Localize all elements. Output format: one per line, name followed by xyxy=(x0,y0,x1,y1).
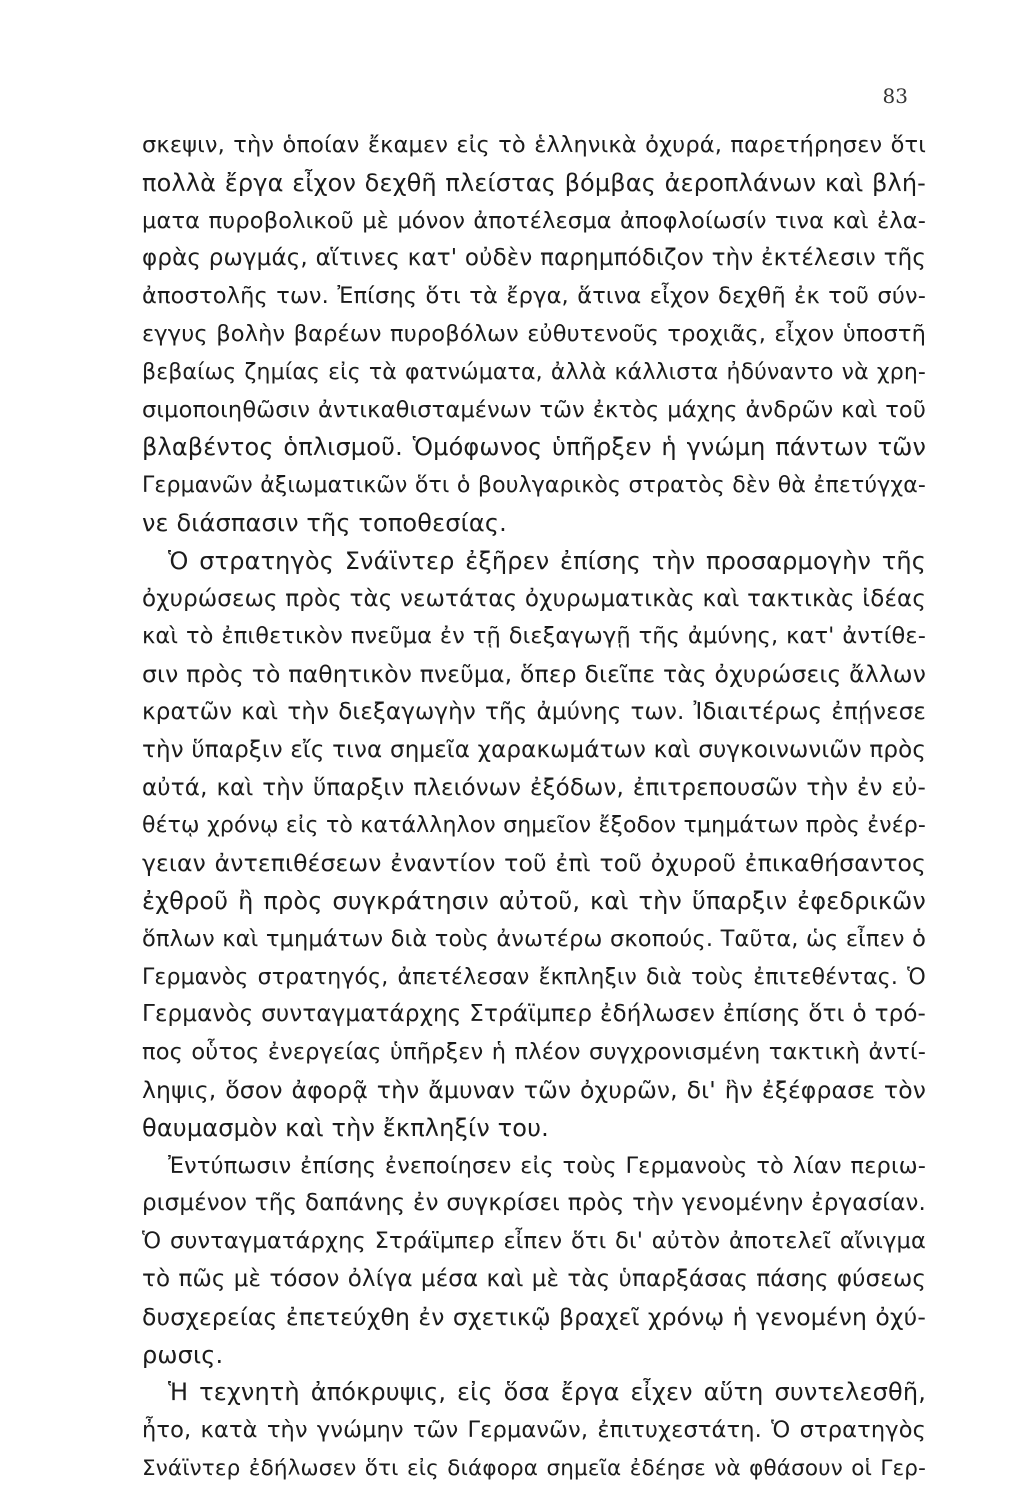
text-line: Γερμανὸς συνταγματάρχης Στράϊμπερ ἐδήλωσεν ἐπίσης ὅτι ὁ τρό- xyxy=(142,1001,926,1028)
text-line: πος οὗτος ἐνεργείας ὑπῆρξεν ἡ πλέον συγχρονισμένη τακτικὴ ἀντί- xyxy=(142,1039,926,1066)
text-line: γειαν ἀντεπιθέσεων ἐναντίον τοῦ ἐπὶ τοῦ ὀχυροῦ ἐπικαθήσαντος xyxy=(142,849,926,878)
text-body xyxy=(142,127,926,1488)
text-line: αὐτά, καὶ τὴν ὕπαρξιν πλειόνων ἐξόδων, ἐπιτρεπουσῶν τὴν ἐν εὐ- xyxy=(142,774,926,801)
text-line: ὀχυρώσεως πρὸς τὰς νεωτάτας ὀχυρωματικὰς καὶ τακτικὰς ἰδέας xyxy=(142,585,926,612)
text-line: ρωσις. xyxy=(142,1340,224,1369)
text-line: νε διάσπασιν τῆς τοποθεσίας. xyxy=(142,508,507,537)
text-line: Ὁ συνταγματάρχης Στράϊμπερ εἶπεν ὅτι δι' αὐτὸν ἀποτελεῖ αἴνιγμα xyxy=(142,1228,926,1255)
text-line: ἐχθροῦ ἢ πρὸς συγκράτησιν αὐτοῦ, καὶ τὴν ὕπαρξιν ἐφεδρικῶν xyxy=(142,886,926,915)
text-line: Γερμανὸς στρατηγός, ἀπετέλεσαν ἔκπληξιν διὰ τοὺς ἐπιτεθέντας. Ὁ xyxy=(142,964,926,990)
text-line: θέτῳ χρόνῳ εἰς τὸ κατάλληλον σημεῖον ἔξοδον τμημάτων πρὸς ἐνέρ- xyxy=(142,813,926,839)
text-line: φρὰς ρωγμάς, αἵτινες κατ' οὐδὲν παρημπόδιζον τὴν ἐκτέλεσιν τῆς xyxy=(142,245,926,272)
text-line: πολλὰ ἔργα εἶχον δεχθῆ πλείστας βόμβας ἀεροπλάνων καὶ βλή- xyxy=(142,168,926,197)
text-line: θαυμασμὸν καὶ τὴν ἔκπληξίν του. xyxy=(142,1113,549,1142)
text-line: ἦτο, κατὰ τὴν γνώμην τῶν Γερμανῶν, ἐπιτυχεστάτη. Ὁ στρατηγὸς xyxy=(142,1417,926,1444)
text-line: Γερμανῶν ἀξιωματικῶν ὅτι ὁ βουλγαρικὸς στρατὸς δὲν θὰ ἐπετύγχα- xyxy=(142,473,926,499)
text-line: δυσχερείας ἐπετεύχθη ἐν σχετικῷ βραχεῖ χρόνῳ ἡ γενομένη ὀχύ- xyxy=(142,1302,926,1331)
text-line: Σνάϊντερ ἐδήλωσεν ὅτι εἰς διάφορα σημεῖα ἐδέησε νὰ φθάσουν οἱ Γερ- xyxy=(142,1455,926,1481)
text-line: βεβαίως ζημίας εἰς τὰ φατνώματα, ἀλλὰ κάλλιστα ἠδύναντο νὰ χρη- xyxy=(142,359,926,385)
text-line: ματα πυροβολικοῦ μὲ μόνον ἀποτέλεσμα ἀποφλοίωσίν τινα καὶ ἐλα- xyxy=(142,207,926,234)
text-line: σκεψιν, τὴν ὁποίαν ἔκαμεν εἰς τὸ ἑλληνικὰ ὀχυρά, παρετήρησεν ὅτι xyxy=(142,132,926,158)
text-line: σιν πρὸς τὸ παθητικὸν πνεῦμα, ὅπερ διεῖπε τὰς ὀχυρώσεις ἄλλων xyxy=(142,660,926,689)
text-line: τὴν ὕπαρξιν εἴς τινα σημεῖα χαρακωμάτων καὶ συγκοινωνιῶν πρὸς xyxy=(142,736,926,763)
text-line: ληψις, ὅσον ἀφορᾷ τὴν ἄμυναν τῶν ὀχυρῶν, δι' ἣν ἐξέφρασε τὸν xyxy=(142,1075,926,1104)
text-line: ὅπλων καὶ τμημάτων διὰ τοὺς ἀνωτέρω σκοπούς. Ταῦτα, ὡς εἶπεν ὁ xyxy=(142,925,926,952)
text-line: βλαβέντος ὁπλισμοῦ. Ὁμόφωνος ὑπῆρξεν ἡ γνώμη πάντων τῶν xyxy=(142,433,926,462)
text-line: Ὁ στρατηγὸς Σνάϊντερ ἐξῆρεν ἐπίσης τὴν προσαρμογὴν τῆς xyxy=(168,546,926,575)
text-line: ἀποστολῆς των. Ἐπίσης ὅτι τὰ ἔργα, ἅτινα εἶχον δεχθῆ ἐκ τοῦ σύν- xyxy=(142,283,926,310)
text-line: Ἐντύπωσιν ἐπίσης ἐνεποίησεν εἰς τοὺς Γερμανοὺς τὸ λίαν περιω- xyxy=(168,1152,926,1179)
text-line: τὸ πῶς μὲ τόσον ὀλίγα μέσα καὶ μὲ τὰς ὑπαρξάσας πάσης φύσεως xyxy=(142,1265,926,1292)
text-line: καὶ τὸ ἐπιθετικὸν πνεῦμα ἐν τῇ διεξαγωγῇ τῆς ἀμύνης, κατ' ἀντίθε- xyxy=(142,623,926,650)
page-number: 83 xyxy=(882,84,908,108)
text-line: Ἡ τεχνητὴ ἀπόκρυψις, εἰς ὅσα ἔργα εἶχεν αὕτη συντελεσθῆ, xyxy=(168,1378,926,1407)
text-line: σιμοποιηθῶσιν ἀντικαθισταμένων τῶν ἐκτὸς μάχης ἀνδρῶν καὶ τοῦ xyxy=(142,396,926,423)
text-line: ρισμένον τῆς δαπάνης ἐν συγκρίσει πρὸς τὴν γενομένην ἐργασίαν. xyxy=(142,1190,926,1217)
text-line: κρατῶν καὶ τὴν διεξαγωγὴν τῆς ἀμύνης των. Ἰδιαιτέρως ἐπῄνεσε xyxy=(142,698,926,725)
text-line: εγγυς βολὴν βαρέων πυροβόλων εὐθυτενοῦς τροχιᾶς, εἶχον ὑποστῆ xyxy=(142,320,926,347)
